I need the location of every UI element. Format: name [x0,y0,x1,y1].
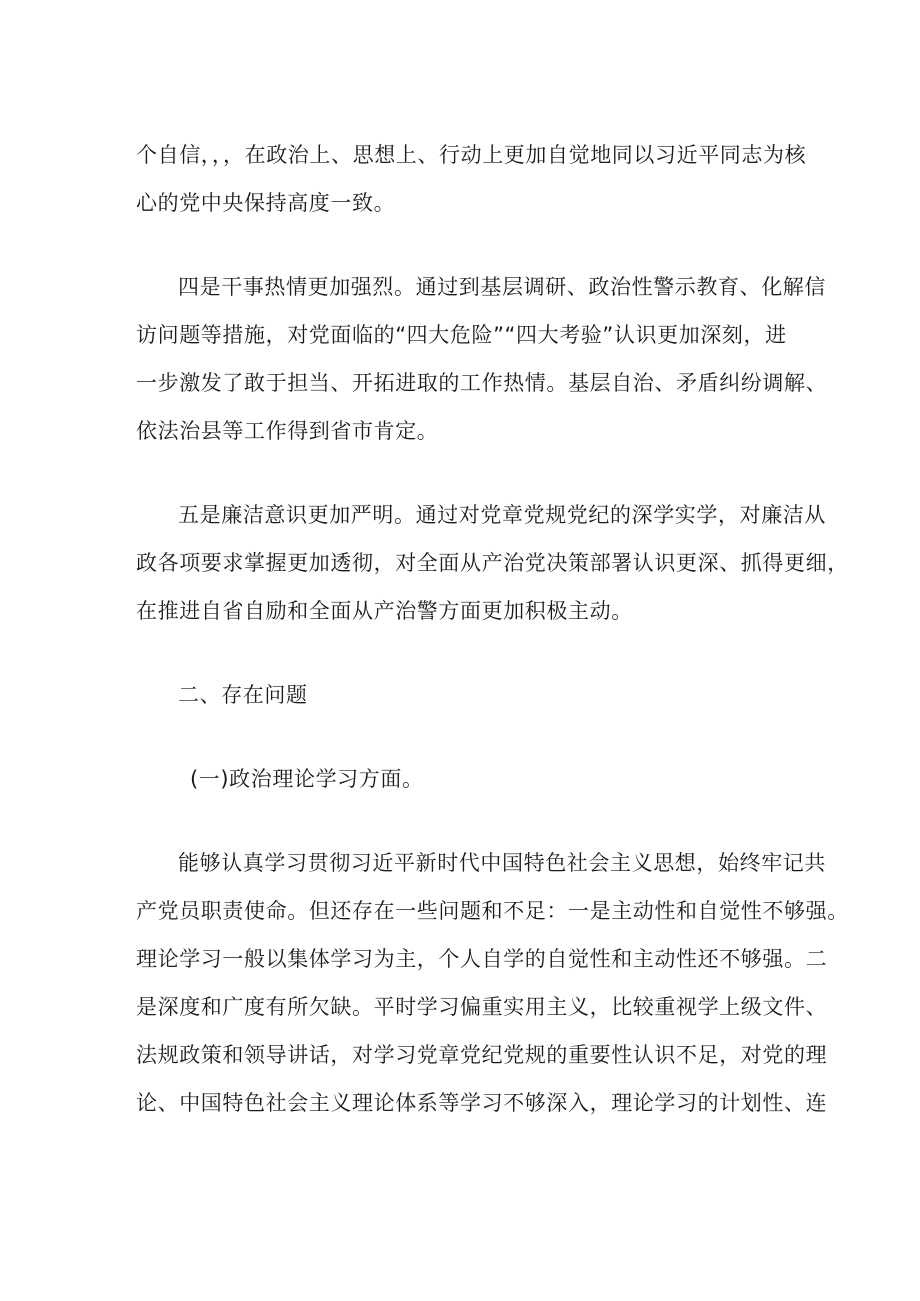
paragraph-line: 在推进自省自励和全面从产治警方面更加积极主动。 [136,599,633,623]
paragraph-line: 访问题等措施，对党面临的“四大危险”“四大考验”认识更加深刻，进 [136,323,787,347]
paragraph-line: 产党员职责使命。但还存在一些问题和不足：一是主动性和自觉性不够强。 [136,899,849,923]
paragraph-line: 五是廉洁意识更加严明。通过对党章党规党纪的深学实学，对廉洁从 [178,503,826,527]
paragraph-line: 法规政策和领导讲话，对学习党章党纪党规的重要性认识不足，对党的理 [136,1043,828,1067]
subsection-heading: (一)政治理论学习方面。 [190,767,424,791]
section-heading: 二、存在问题 [178,683,308,707]
paragraph-line: 四是干事热情更加强烈。通过到基层调研、政治性警示教育、化解信 [178,275,826,299]
paragraph-line: 个自信，，，在政治上、思想上、行动上更加自觉地同以习近平同志为核 [136,143,807,167]
paragraph-line: 论、中国特色社会主义理论体系等学习不够深入，理论学习的计划性、连 [136,1091,828,1115]
paragraph-line: 是深度和广度有所欠缺。平时学习偏重实用主义，比较重视学上级文件、 [136,995,828,1019]
paragraph-line: 心的党中央保持高度一致。 [136,191,396,215]
paragraph-line: 依法治县等工作得到省市肯定。 [136,419,439,443]
paragraph-line: 理论学习一般以集体学习为主，个人自学的自觉性和主动性还不够强。二 [136,947,828,971]
paragraph-line: 一步激发了敢于担当、开拓进取的工作热情。基层自治、矛盾纠纷调解、 [136,371,828,395]
paragraph-line: 能够认真学习贯彻习近平新时代中国特色社会主义思想，始终牢记共 [178,851,826,875]
paragraph-line: 政各项要求掌握更加透彻，对全面从产治党决策部署认识更深、抓得更细， [136,551,849,575]
